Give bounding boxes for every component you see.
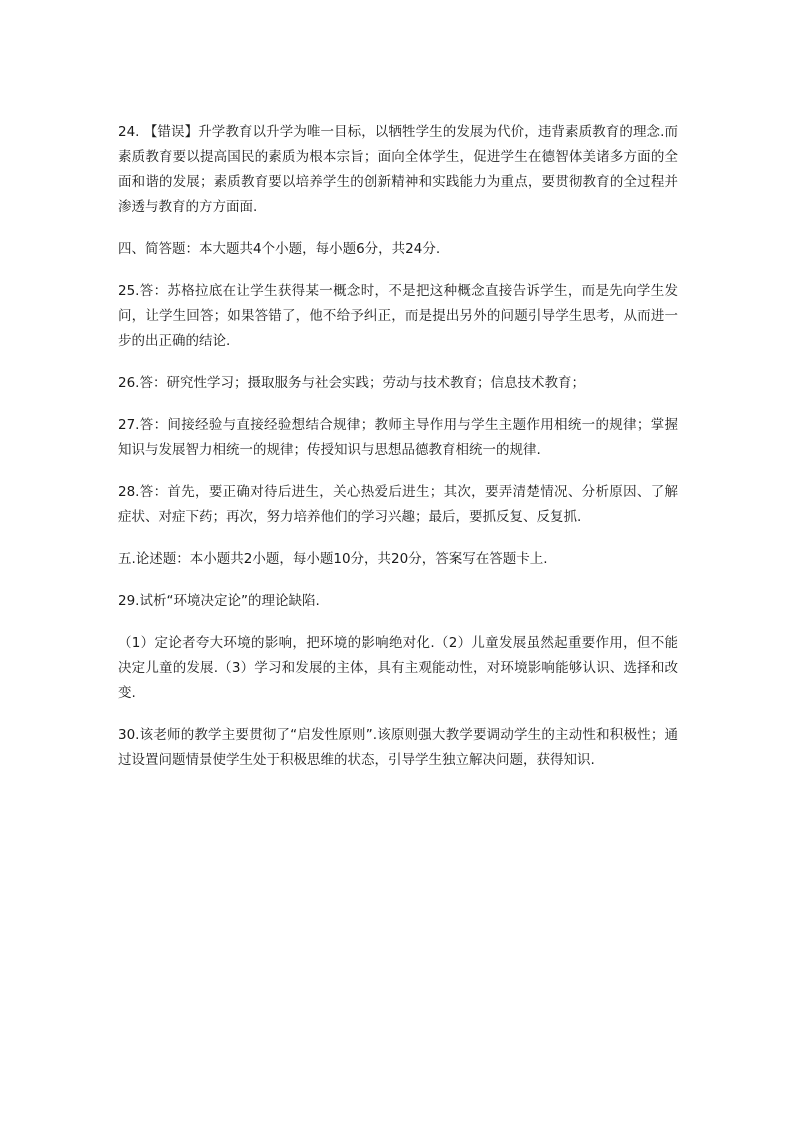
answer-28: 28.答：首先，要正确对待后进生，关心热爱后进生；其次，要弄清楚情况、分析原因、了解症状、对症下药；再次，努力培养他们的学习兴趣；最后，要抓反复、反复抓. xyxy=(118,484,678,525)
answer-24: 24. 【错误】升学教育以升学为唯一目标，以牺牲学生的发展为代价，违背素质教育的理念.而素质教育要以提高国民的素质为根本宗旨；面向全体学生，促进学生在德智体美诸多方面的全面和谐的发展；素质教育要以培养学生的创新精神和实践能力为重点，要贯彻教育的全过程并渗透与教育的方方面面. xyxy=(118,124,678,215)
answer-26: 26.答：研究性学习；摄取服务与社会实践；劳动与技术教育；信息技术教育； xyxy=(118,375,585,391)
section-5-heading: 五.论述题：本小题共2小题，每小题10分，共20分，答案写在答题卡上. xyxy=(118,551,548,567)
document-page xyxy=(118,120,678,790)
answer-25: 25.答：苏格拉底在让学生获得某一概念时，不是把这种概念直接告诉学生，而是先向学生发问，让学生回答；如果答错了，他不给予纠正，而是提出另外的问题引导学生思考，从而进一步的出正确的结论. xyxy=(118,283,678,349)
answer-30: 30.该老师的教学主要贯彻了“启发性原则”.该原则强大教学要调动学生的主动性和积极性；通过设置问题情景使学生处于积极思维的状态，引导学生独立解决问题，获得知识. xyxy=(118,727,678,768)
answer-29: （1）定论者夸大环境的影响，把环境的影响绝对化.（2）儿童发展虽然起重要作用，但不能决定儿童的发展.（3）学习和发展的主体，具有主观能动性，对环境影响能够认识、选择和改变. xyxy=(118,635,678,701)
answer-27: 27.答：间接经验与直接经验想结合规律；教师主导作用与学生主题作用相统一的规律；掌握知识与发展智力相统一的规律；传授知识与思想品德教育相统一的规律. xyxy=(118,417,678,458)
section-4-heading: 四、简答题：本大题共4个小题，每小题6分，共24分. xyxy=(118,241,441,257)
question-29-title: 29.试析“环境决定论”的理论缺陷. xyxy=(118,593,320,609)
